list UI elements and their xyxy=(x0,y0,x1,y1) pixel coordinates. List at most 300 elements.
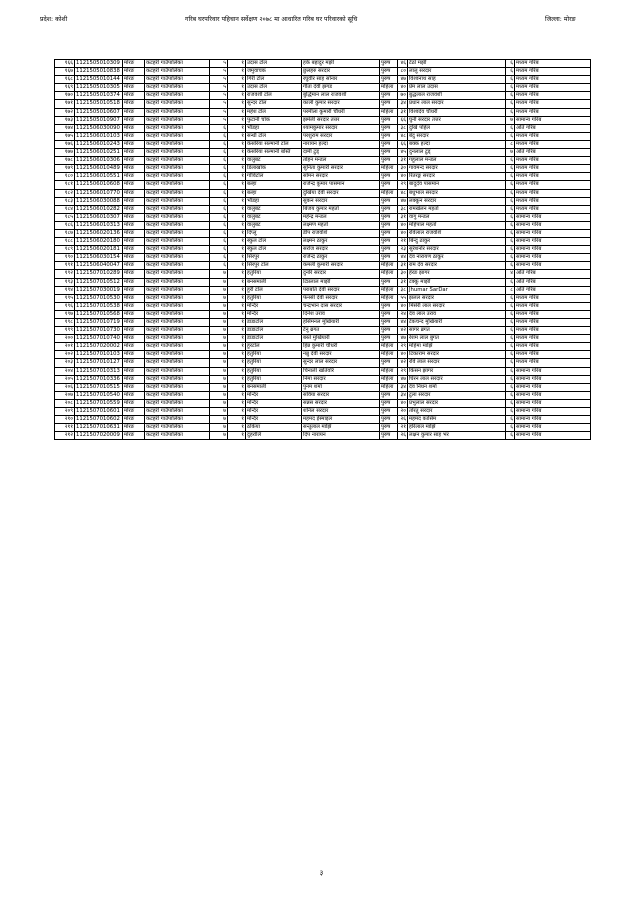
table-cell: १८९ xyxy=(55,246,75,254)
province-label: प्रदेश: कोशी xyxy=(40,16,68,23)
table-cell: ६ xyxy=(506,157,515,165)
table-cell: १८७ xyxy=(55,229,75,237)
table-cell: केसरिया सल्मानी टोल xyxy=(246,140,302,148)
table-cell: फेनसी देवी सरदार xyxy=(302,294,380,302)
table-cell: ३४ xyxy=(398,391,408,399)
table-cell: 1121507020009 xyxy=(75,432,123,440)
table-cell: कटहरी गाउँपालिका xyxy=(145,92,210,100)
table-cell: १ xyxy=(228,173,246,181)
table-cell: पुरुष xyxy=(380,359,398,367)
table-cell: महिला xyxy=(380,189,398,197)
table-cell: मोरङ xyxy=(123,294,145,302)
table-cell: 1121505010144 xyxy=(75,76,123,84)
table-row xyxy=(55,165,591,173)
table-cell: मोरङ xyxy=(123,351,145,359)
table-cell: सामान्य गरिब xyxy=(515,367,591,375)
table-cell: 1121506030154 xyxy=(75,254,123,262)
table-cell: मोरङ xyxy=(123,399,145,407)
table-cell: २६ xyxy=(398,432,408,440)
table-cell: १८५ xyxy=(55,213,75,221)
table-cell: बक्क हल्दा xyxy=(408,140,506,148)
table-cell: रेशम लाल बुगत xyxy=(408,335,506,343)
table-row xyxy=(55,149,591,157)
table-row xyxy=(55,270,591,278)
table-cell: १ xyxy=(228,302,246,310)
table-cell: मिसेरी लाल सरदार xyxy=(408,302,506,310)
table-cell: 1121507020002 xyxy=(75,343,123,351)
table-cell: सामान्य गरिब xyxy=(515,399,591,407)
table-cell: सन्तुलाल माझि xyxy=(302,424,380,432)
table-cell: दुहरोलि xyxy=(246,432,302,440)
table-cell: १ xyxy=(228,197,246,205)
table-cell: पुरुष xyxy=(380,310,398,318)
table-cell: पुरुष xyxy=(380,60,398,68)
table-cell: १ xyxy=(228,100,246,108)
table-cell: १८४ xyxy=(55,205,75,213)
table-cell: 1121506020181 xyxy=(75,246,123,254)
table-cell: १ xyxy=(228,399,246,407)
table-cell: कटहरी गाउँपालिका xyxy=(145,310,210,318)
table-cell: ४७ xyxy=(398,76,408,84)
table-cell: 1121506010608 xyxy=(75,181,123,189)
table-cell: पुरुष xyxy=(380,408,398,416)
table-row xyxy=(55,359,591,367)
table-cell: १७५ xyxy=(55,132,75,140)
table-cell: 1121507010740 xyxy=(75,335,123,343)
table-cell: ४२ xyxy=(398,327,408,335)
table-cell: ३४ xyxy=(398,100,408,108)
table-cell: ६ xyxy=(506,327,515,335)
table-cell: ६ xyxy=(506,238,515,246)
table-cell: श्यामकुमार सरदार xyxy=(302,124,380,132)
table-cell: ७ xyxy=(210,270,228,278)
table-row xyxy=(55,262,591,270)
table-cell: पुरुष xyxy=(380,416,398,424)
table-cell: कटहरी गाउँपालिका xyxy=(145,375,210,383)
table-cell: १ xyxy=(228,359,246,367)
table-row xyxy=(55,424,591,432)
table-cell: डाडाटोल xyxy=(246,335,302,343)
table-cell: 1121507010515 xyxy=(75,383,123,391)
table-cell: ६ xyxy=(506,302,515,310)
table-cell: सामान्य गरिब xyxy=(515,375,591,383)
table-cell: ७ xyxy=(210,399,228,407)
table-cell: मध्यम गरिब xyxy=(515,84,591,92)
table-cell: तोहन मन्डल xyxy=(302,157,380,165)
table-cell: ४० xyxy=(398,302,408,310)
table-cell: 1121507010540 xyxy=(75,391,123,399)
table-cell: ७ xyxy=(210,294,228,302)
table-cell: ७ xyxy=(210,343,228,351)
table-cell: ६ xyxy=(506,229,515,237)
table-cell: घिरन लाल सरदार xyxy=(408,375,506,383)
table-cell: मोरङ xyxy=(123,343,145,351)
table-row xyxy=(55,343,591,351)
table-cell: गिरी टोल xyxy=(246,76,302,84)
table-cell: मोरङ xyxy=(123,149,145,157)
table-cell: १ xyxy=(228,335,246,343)
table-cell: कटहरी गाउँपालिका xyxy=(145,124,210,132)
table-row xyxy=(55,238,591,246)
table-row xyxy=(55,221,591,229)
table-cell: ६ xyxy=(210,140,228,148)
table-row xyxy=(55,213,591,221)
table-row xyxy=(55,310,591,318)
table-cell: राजवंशी टोल xyxy=(246,92,302,100)
table-cell: ६ xyxy=(210,189,228,197)
table-cell: हुरी टोल xyxy=(246,286,302,294)
table-cell: भौंडहा xyxy=(246,197,302,205)
table-cell: ६ xyxy=(506,391,515,399)
table-row xyxy=(55,327,591,335)
table-cell: ६ xyxy=(506,335,515,343)
table-cell: ४२ xyxy=(398,359,408,367)
table-cell: देव लाल उराव xyxy=(408,310,506,318)
table-cell: ६ xyxy=(506,68,515,76)
table-cell: ४० xyxy=(398,229,408,237)
table-cell: ६ xyxy=(506,92,515,100)
table-cell: २११ xyxy=(55,424,75,432)
table-cell: कटहरी गाउँपालिका xyxy=(145,221,210,229)
table-cell: दिप्लु xyxy=(246,229,302,237)
table-cell: कटहरी गाउँपालिका xyxy=(145,165,210,173)
table-cell: महिला xyxy=(380,165,398,173)
table-cell: २४ xyxy=(398,310,408,318)
table-cell: ६ xyxy=(506,254,515,262)
table-cell: 1121507010602 xyxy=(75,416,123,424)
table-cell: अति गरिब xyxy=(515,124,591,132)
table-cell: १ xyxy=(228,310,246,318)
table-cell: १७९ xyxy=(55,165,75,173)
table-cell: ४४ xyxy=(398,254,408,262)
table-cell: महिला xyxy=(380,351,398,359)
table-cell: रघुवीर साह सोनार xyxy=(302,76,380,84)
table-cell: मोरङ xyxy=(123,140,145,148)
table-cell: मोरङ xyxy=(123,132,145,140)
table-cell: मोरङ xyxy=(123,270,145,278)
table-cell: ६ xyxy=(506,262,515,270)
table-cell: ६ xyxy=(210,124,228,132)
table-cell: मोरङ xyxy=(123,108,145,116)
table-cell: हुरटोल xyxy=(246,343,302,351)
table-cell: कटहरी गाउँपालिका xyxy=(145,60,210,68)
table-cell: लक्ष्मन ठाकुर xyxy=(302,238,380,246)
table-row xyxy=(55,205,591,213)
table-cell: सुन्दर लाल सरदार xyxy=(302,359,380,367)
table-cell: सुन्दर टोल xyxy=(246,100,302,108)
table-cell: ६ xyxy=(506,408,515,416)
table-cell: मध्यम गरिब xyxy=(515,76,591,84)
table-cell: मन्दिर xyxy=(246,416,302,424)
table-cell: ४४ xyxy=(398,319,408,327)
table-cell: मध्यम गरिब xyxy=(515,343,591,351)
table-cell: ६ xyxy=(506,278,515,286)
table-cell: पुरुष xyxy=(380,246,398,254)
table-cell: हर्क बहादुर मझी xyxy=(302,60,380,68)
table-cell: कटहरी गाउँपालिका xyxy=(145,197,210,205)
table-row xyxy=(55,60,591,68)
table-cell: कटहरी गाउँपालिका xyxy=(145,424,210,432)
table-cell: छुलहरु सरदार xyxy=(302,68,380,76)
table-cell: कटहरी गाउँपालिका xyxy=(145,76,210,84)
table-cell: तोरतु सरदार xyxy=(408,408,506,416)
table-cell: मध्यम गरिब xyxy=(515,68,591,76)
table-cell: प्रधान लाल सरदार xyxy=(408,100,506,108)
table-cell: १ xyxy=(228,76,246,84)
table-cell: बिजय कुमार महतो xyxy=(302,205,380,213)
table-cell: मोरङ xyxy=(123,432,145,440)
table-cell: बिन्दु ठाकुर xyxy=(408,238,506,246)
table-cell: १ xyxy=(228,416,246,424)
table-cell: २० xyxy=(398,408,408,416)
table-cell: मध्यम गरिब xyxy=(515,319,591,327)
table-cell: कटहरी गाउँपालिका xyxy=(145,286,210,294)
table-cell: १७१ xyxy=(55,100,75,108)
table-cell: गहुलाल मन्डल xyxy=(408,157,506,165)
table-cell: ६ xyxy=(210,262,228,270)
table-cell: मोरङ xyxy=(123,408,145,416)
table-cell: १ xyxy=(228,383,246,391)
table-cell: प्रभुलाल सरदार xyxy=(408,399,506,407)
table-cell: सामान्य गरिब xyxy=(515,416,591,424)
table-cell: कटहरी गाउँपालिका xyxy=(145,132,210,140)
table-cell: बल्हा xyxy=(246,189,302,197)
table-cell: पुनम शर्मा xyxy=(302,383,380,391)
table-cell: महिमा माझि xyxy=(408,343,506,351)
table-cell: ३८ xyxy=(398,286,408,294)
table-cell: 1121506010551 xyxy=(75,173,123,181)
table-cell: मोरङ xyxy=(123,165,145,173)
table-cell: १ xyxy=(228,229,246,237)
table-cell: निमा सरदार xyxy=(302,375,380,383)
table-cell: सामान्य गरिब xyxy=(515,424,591,432)
table-cell: ६ xyxy=(506,165,515,173)
table-cell: मोरङ xyxy=(123,391,145,399)
table-cell: १ xyxy=(228,60,246,68)
table-cell: ७ xyxy=(210,302,228,310)
table-cell: सन्नस सरदार xyxy=(302,399,380,407)
table-cell: कटहरी गाउँपालिका xyxy=(145,238,210,246)
table-cell: 1121507010127 xyxy=(75,359,123,367)
table-cell: पुरुष xyxy=(380,181,398,189)
table-cell: हिन्न कुमारी चौधरी xyxy=(302,343,380,351)
table-cell: सरोज सरदार xyxy=(302,246,380,254)
table-cell: झमेली सरदार तत्तर xyxy=(302,116,380,124)
table-cell: मोरङ xyxy=(123,359,145,367)
table-cell: टुला सरदार xyxy=(408,391,506,399)
table-cell: ५ xyxy=(210,76,228,84)
table-cell: ठकिया xyxy=(246,424,302,432)
table-cell: अति गरिब xyxy=(515,286,591,294)
table-cell: उदास टोल xyxy=(246,60,302,68)
table-cell: मोरङ xyxy=(123,246,145,254)
table-cell: महिला xyxy=(380,375,398,383)
table-cell: कटहरी गाउँपालिका xyxy=(145,68,210,76)
table-cell: लक्षन कुमार साह भर xyxy=(408,432,506,440)
table-cell: कटहरी गाउँपालिका xyxy=(145,302,210,310)
table-cell: मध्यम गरिब xyxy=(515,351,591,359)
table-cell: कटहरी गाउँपालिका xyxy=(145,108,210,116)
table-cell: ७ xyxy=(210,286,228,294)
table-cell: १ xyxy=(228,221,246,229)
table-cell: हतुरिया xyxy=(246,359,302,367)
table-cell: १ xyxy=(228,205,246,213)
table-cell: कटहरी गाउँपालिका xyxy=(145,359,210,367)
table-cell: कटहरी गाउँपालिका xyxy=(145,391,210,399)
table-cell: बधुभाल सरदार xyxy=(408,189,506,197)
table-cell: २०२ xyxy=(55,351,75,359)
table-cell: २१ xyxy=(398,424,408,432)
table-cell: ८ xyxy=(506,140,515,148)
table-cell: पुरुष xyxy=(380,221,398,229)
table-cell: ६ xyxy=(210,254,228,262)
table-cell: वागु मन्डल xyxy=(408,213,506,221)
table-cell: १९२ xyxy=(55,270,75,278)
table-cell: दिनेश उराव xyxy=(302,310,380,318)
table-cell: भौंडहा xyxy=(246,124,302,132)
table-cell: उदास टोल xyxy=(246,84,302,92)
table-cell: पुरुष xyxy=(380,213,398,221)
table-cell: देव नारायण ठाकुर xyxy=(408,254,506,262)
table-row xyxy=(55,189,591,197)
table-cell: देव निधन शर्मा xyxy=(408,383,506,391)
table-cell: ६ xyxy=(506,367,515,375)
table-cell: १ xyxy=(228,432,246,440)
table-cell: ७ xyxy=(210,310,228,318)
household-table xyxy=(54,59,591,440)
table-cell: ४६ xyxy=(398,60,408,68)
table-cell: ५ xyxy=(210,100,228,108)
table-cell: मोरङ xyxy=(123,84,145,92)
table-row xyxy=(55,351,591,359)
table-cell: परशुराम सरदार xyxy=(302,132,380,140)
table-cell: ३८ xyxy=(398,205,408,213)
table-cell: ६ xyxy=(506,132,515,140)
table-cell: कटहरी गाउँपालिका xyxy=(145,173,210,181)
table-cell: 1121507010530 xyxy=(75,294,123,302)
table-cell: नन्नु देवी सरदार xyxy=(302,351,380,359)
table-cell: डाडाटोल xyxy=(246,327,302,335)
table-cell: कटहरी गाउँपालिका xyxy=(145,149,210,157)
table-cell: १८६ xyxy=(55,221,75,229)
table-cell: चिनाली खतिवरि xyxy=(302,367,380,375)
table-row xyxy=(55,84,591,92)
table-cell: १९९ xyxy=(55,327,75,335)
table-cell: मोरङ xyxy=(123,286,145,294)
table-cell: १९३ xyxy=(55,278,75,286)
table-cell: हेरङ झागर xyxy=(408,270,506,278)
table-cell: ८ xyxy=(506,286,515,294)
table-cell: ४५ xyxy=(398,149,408,157)
table-cell: गीता देवी झगड xyxy=(302,84,380,92)
table-cell: राजेन्द्र ठाकुर xyxy=(302,254,380,262)
table-cell: राजेन्द्र कुमार पासमान xyxy=(302,181,380,189)
table-cell: २३ xyxy=(398,246,408,254)
table-cell: 1121505010309 xyxy=(75,60,123,68)
table-row xyxy=(55,335,591,343)
table-cell: २०७ xyxy=(55,391,75,399)
table-cell: १९७ xyxy=(55,310,75,318)
table-cell: हतुरिया xyxy=(246,375,302,383)
table-cell: १६६ xyxy=(55,60,75,68)
table-cell: महिला xyxy=(380,262,398,270)
table-cell: ६ xyxy=(506,246,515,254)
table-cell: बनसमाली xyxy=(246,383,302,391)
table-cell: 1121506010489 xyxy=(75,165,123,173)
table-cell: मोरङ xyxy=(123,278,145,286)
table-cell: २९ xyxy=(398,343,408,351)
table-cell: ७ xyxy=(210,278,228,286)
table-cell: दुनलाल टुड् xyxy=(408,149,506,157)
table-cell: १ xyxy=(228,149,246,157)
table-row xyxy=(55,229,591,237)
table-cell: कटहरी गाउँपालिका xyxy=(145,181,210,189)
table-cell: मध्यम गरिब xyxy=(515,157,591,165)
table-cell: सामान्य गरिब xyxy=(515,213,591,221)
table-cell: ६ xyxy=(210,165,228,173)
table-cell: कटहरी गाउँपालिका xyxy=(145,84,210,92)
table-cell: ६ xyxy=(506,310,515,318)
table-cell: १९४ xyxy=(55,286,75,294)
table-cell: १ xyxy=(228,351,246,359)
table-cell: १९६ xyxy=(55,302,75,310)
table-cell: ६ xyxy=(506,359,515,367)
table-cell: ६ xyxy=(506,432,515,440)
table-cell: ६ xyxy=(210,213,228,221)
table-cell: मध्यम गरिब xyxy=(515,205,591,213)
table-cell: बस्ते मुखियारी xyxy=(302,335,380,343)
table-cell: मध्यम गरिब xyxy=(515,189,591,197)
table-cell: कटहरी गाउँपालिका xyxy=(145,262,210,270)
table-cell: टक्कु माझी xyxy=(408,278,506,286)
table-row xyxy=(55,375,591,383)
table-cell: ४० xyxy=(398,84,408,92)
table-cell: मन्दिर xyxy=(246,408,302,416)
table-cell: ६ xyxy=(506,383,515,391)
table-row xyxy=(55,432,591,440)
table-cell: ४ xyxy=(506,270,515,278)
table-cell: १७६ xyxy=(55,140,75,148)
table-cell: हसिमनल मुखियारी xyxy=(302,319,380,327)
table-cell: रितरङ्ग सरदार xyxy=(408,173,506,181)
table-cell: स्कुल टोल xyxy=(246,238,302,246)
table-cell: सुरेशनोर सरदार xyxy=(408,246,506,254)
table-cell: महिला xyxy=(380,294,398,302)
table-cell: महिला xyxy=(380,270,398,278)
table-cell: वालुबट xyxy=(246,221,302,229)
table-cell: ५ xyxy=(210,92,228,100)
table-cell: कटहरी गाउँपालिका xyxy=(145,367,210,375)
table-cell: १८३ xyxy=(55,197,75,205)
table-cell: ३१ xyxy=(398,278,408,286)
table-cell: १७२ xyxy=(55,108,75,116)
table-cell: ६ xyxy=(506,173,515,181)
table-row xyxy=(55,173,591,181)
table-row xyxy=(55,181,591,189)
table-cell: ४० xyxy=(398,221,408,229)
table-cell: ६ xyxy=(506,351,515,359)
table-cell: मोरङ xyxy=(123,213,145,221)
table-cell: मध्यम गरिब xyxy=(515,92,591,100)
table-row xyxy=(55,294,591,302)
page-header xyxy=(0,14,643,28)
table-cell: ६ xyxy=(506,189,515,197)
table-cell: ४० xyxy=(398,399,408,407)
table-cell: महिला xyxy=(380,343,398,351)
table-cell: शनिल सरदार xyxy=(302,408,380,416)
table-cell: १ xyxy=(228,408,246,416)
table-cell: हतुरिया xyxy=(246,367,302,375)
